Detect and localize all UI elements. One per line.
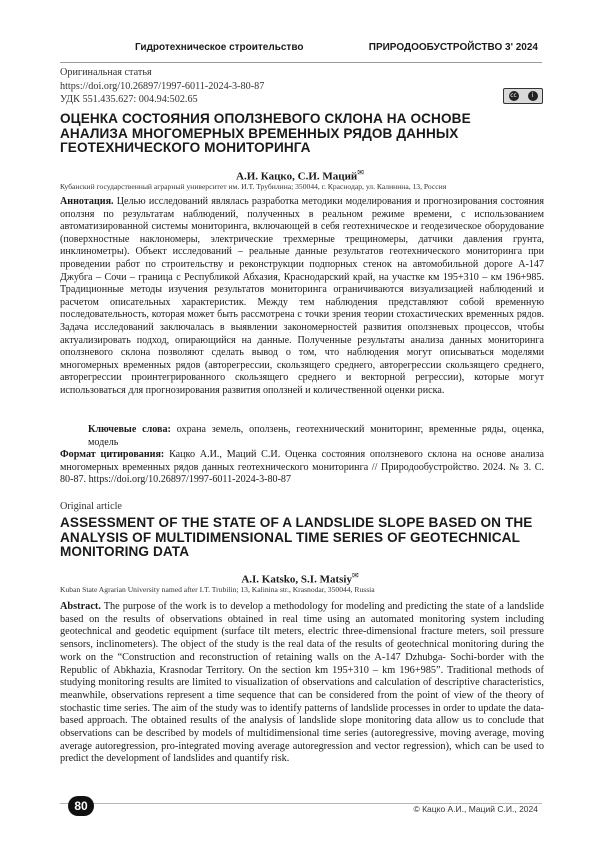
authors-en xyxy=(0,571,600,586)
abstract-ru xyxy=(60,196,544,398)
abstract-ru-text: Целью исследований являлась разработка методики моделирования и прогнозирования состояния оползня по результатам наблюдений, полученных в реальном режиме времени, с использованием автоматизированной системы мониторинга, включающей в себя геотехническое и геодезическое оборудование (поверхностные наклономеры, электрические трехмерные трещиномеры, датчики давления грунта, инклинометры). Объект исследований – реальные данные результатов геотехнического мониторинга при проведении работ по строительству и реконструкции подпорных стенок на автомобильной дороге А-147 Джубга – Сочи – граница с Республикой Абхазия, Краснодарский край, на участке км 195+310 – км 196+985. Традиционные методы изучения результатов мониторинга ограничиваются визуализацией наблюдений и расчетом описательных характеристик. Между тем наблюдения представляют собой временную последовательность, которая может быть рассмотрена с точки зрения теории стохастических временных рядов. Задача исследований заключалась в выявлении закономерностей развития оползневых процессов, чтобы актуализировать подход, опирающийся на данные. Полученные результаты анализа данных мониторинга оползневого склона позволяют сделать вывод о том, что наблюдения могут описываться моделями многомерных временных рядов (авторегрессии, скользящего среднего, авторегрессии скользящего среднего, авторегрессии проинтегрированного скользящего среднего и векторной регрессии), которые могут использоваться для прогнозирования развития оползней и количественной оценки риска. xyxy=(60,196,544,396)
cc-icon: cc xyxy=(510,92,517,99)
doi-link[interactable]: https://doi.org/10.26897/1997-6011-2024-3-80-87 xyxy=(60,80,265,92)
email-envelope-icon[interactable]: ✉ xyxy=(357,168,364,177)
authors-ru-text: А.И. Кацко, С.И. Маций xyxy=(236,170,358,183)
abstract-ru-label: Аннотация. xyxy=(60,196,114,207)
title-ru: ОЦЕНКА СОСТОЯНИЯ ОПОЛЗНЕВОГО СКЛОНА НА ОСНОВЕ АНАЛИЗА МНОГОМЕРНЫХ ВРЕМЕННЫХ РЯДОВ ДАННЫХ ГЕОТЕХНИЧЕСКОГО МОНИТОРИНГА xyxy=(60,111,471,156)
authors-en-text: A.I. Katsko, S.I. Matsiy xyxy=(241,573,352,586)
affiliation-en: Kuban State Agrarian University named after I.T. Trubilin; 13, Kalinina str., Krasnodar, 350044, Russia xyxy=(60,585,375,594)
keywords-ru-text: охрана земель, оползень, геотехнический мониторинг, временные ряды, оценка, модель xyxy=(88,424,544,448)
affiliation-ru: Кубанский государственный аграрный университет им. И.Т. Трубилина; 350044, г. Краснодар, ул. Калинина, 13, Россия xyxy=(60,182,447,191)
header-rule xyxy=(60,62,542,63)
citation-ru-text: Кацко А.И., Маций С.И. Оценка состояния оползневого склона на основе анализа многомерных временных рядов данных геотехнического мониторинга // Природообустройство. 2024. № 3. С. 80-87. https://doi.org/10.26897/1997-6011-2024-3-80-87 xyxy=(60,449,544,486)
cc-license-badge[interactable] xyxy=(503,88,543,104)
authors-ru xyxy=(0,168,600,183)
abstract-en-label: Abstract. xyxy=(60,601,101,612)
copyright: © Кацко А.И., Маций С.И., 2024 xyxy=(413,804,538,814)
citation-ru xyxy=(60,449,544,487)
abstract-en xyxy=(60,601,544,766)
journal-issue: ПРИРОДООБУСТРОЙСТВО 3' 2024 xyxy=(368,42,538,53)
page-number: 80 xyxy=(68,796,94,816)
section-title: Гидротехническое строительство xyxy=(135,42,304,53)
attribution-icon: i xyxy=(528,91,538,101)
email-envelope-icon[interactable]: ✉ xyxy=(351,571,359,580)
article-meta xyxy=(60,66,264,107)
running-header xyxy=(0,42,600,56)
citation-ru-label: Формат цитирования: xyxy=(60,449,165,460)
udc-code: УДК 551.435.627: 004.94:502.65 xyxy=(60,94,198,105)
keywords-ru-label: Ключевые слова: xyxy=(88,424,171,435)
title-en: ASSESSMENT OF THE STATE OF A LANDSLIDE SLOPE BASED ON THE ANALYSIS OF MULTIDIMENSIONAL TIME SERIES OF GEOTECHNICAL MONITORING DATA xyxy=(60,515,533,560)
article-type-ru: Оригинальная статья xyxy=(60,67,152,78)
abstract-en-text: The purpose of the work is to develop a methodology for modeling and predicting the state of a landslide based on the results of observations obtained in real time using an automated monitoring system including geotechnical and geodetic equipment (surface tilt meters, electric three-dimensional fracture meters, soil pressure sensors, inclinometers). The object of the study is the real data of the results of geotechnical monitoring during the work on the “Construction and reconstruction of retaining walls on the A-147 Dzhubga- Sochi-border with the Republic of Abkhazia, Krasnodar Territory. On the section km 195+310 – km 196+985”. Traditional methods of studying monitoring results are limited to visualization of observations and calculation of descriptive characteristics, meanwhile, observations represent a time sequence that can be considered from the point of view of the theory of stochastic time series. The aim of the study was to identify patterns of landslide processes in order to update the data-based approach. The obtained results of the analysis of landslide slope monitoring data allow us to conclude that observations can be described by models of multidimensional time series (autoregressive, moving average, moving average autoregression, pro-integrated moving average autoregression and vector regression), which can be used to predict the development of landslides and quantify risk. xyxy=(60,601,544,765)
article-type-en: Original article xyxy=(60,501,122,512)
keywords-ru xyxy=(88,424,544,449)
